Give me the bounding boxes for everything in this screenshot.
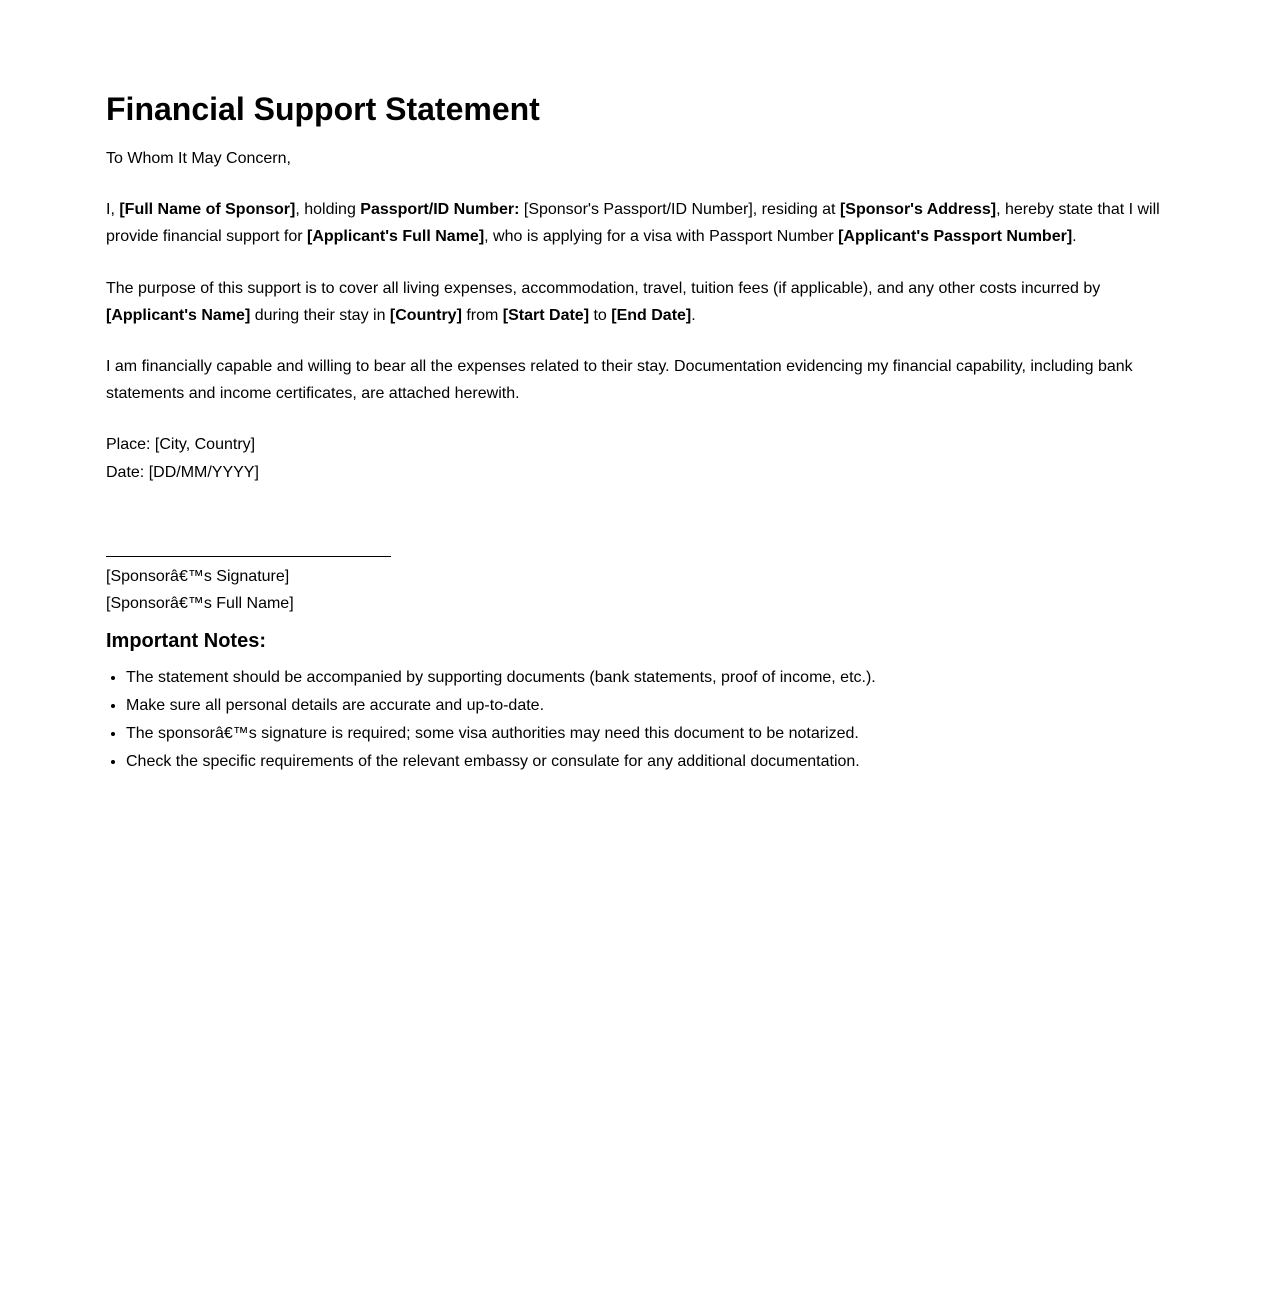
paragraph-text: during their stay in — [250, 307, 390, 324]
sponsor-address-placeholder: [Sponsor's Address] — [839, 201, 997, 218]
signature-label: [Sponsorâ€™s Signature] — [106, 568, 290, 585]
start-date-placeholder: [Start Date] — [502, 307, 590, 324]
paragraph-text: I, — [106, 201, 120, 218]
paragraph-text: , holding — [295, 201, 361, 218]
applicant-full-name-placeholder: [Applicant's Full Name] — [307, 228, 485, 245]
paragraph-text: [Sponsor's Passport/ID Number], residing at — [519, 201, 840, 218]
paragraph-text: The purpose of this support is to cover all living expenses, accommodation, travel, tuition fees (if applicable), and any other costs incurred by — [106, 280, 1101, 297]
passport-label: Passport/ID Number: — [360, 201, 520, 218]
paragraph-text: . — [1072, 228, 1077, 245]
important-notes-heading: Important Notes: — [106, 630, 266, 652]
applicant-passport-placeholder: [Applicant's Passport Number] — [838, 228, 1073, 245]
list-item: • Check the specific requirements of the relevant embassy or consulate for any additional documentation. — [126, 748, 876, 776]
paragraph-text: from — [461, 307, 503, 324]
end-date-placeholder: [End Date] — [611, 307, 692, 324]
important-notes-list — [106, 664, 876, 776]
paragraph-text: , hereby state that I will provide financial support for — [106, 201, 1160, 245]
salutation: To Whom It May Concern, — [106, 150, 291, 167]
signature-line — [106, 556, 391, 557]
country-placeholder: [Country] — [389, 307, 462, 324]
financial-capability-paragraph: I am financially capable and willing to bear all the expenses related to their stay. Documentation evidencing my financial capability, including bank statements and income certificates, are attached herewith. — [106, 358, 1133, 402]
list-item: • The statement should be accompanied by supporting documents (bank statements, proof of income, etc.). — [126, 664, 876, 692]
list-item: • The sponsorâ€™s signature is required; some visa authorities may need this document to be notarized. — [126, 720, 876, 748]
list-item: • Make sure all personal details are accurate and up-to-date. — [126, 692, 876, 720]
paragraph-text: . — [691, 307, 696, 324]
page-title: Financial Support Statement — [106, 91, 540, 127]
sponsor-declaration-paragraph — [106, 196, 1166, 250]
paragraph-text: , who is applying for a visa with Passport Number — [484, 228, 839, 245]
paragraph-text: to — [589, 307, 612, 324]
date-line: Date: [DD/MM/YYYY] — [106, 464, 259, 481]
sponsor-full-name-label: [Sponsorâ€™s Full Name] — [106, 595, 294, 612]
support-purpose-paragraph — [106, 275, 1166, 329]
applicant-name-placeholder: [Applicant's Name] — [106, 307, 251, 324]
place-line: Place: [City, Country] — [106, 436, 256, 453]
sponsor-name-placeholder: [Full Name of Sponsor] — [119, 201, 296, 218]
